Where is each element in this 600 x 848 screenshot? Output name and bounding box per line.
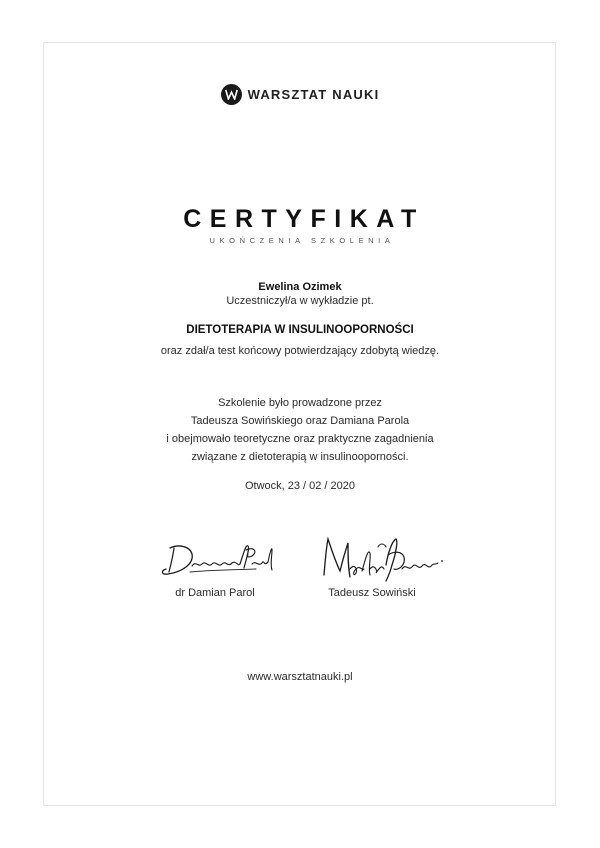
description-line: związane z dietoterapią w insulinooporności. (191, 451, 409, 463)
signature-parol (160, 540, 280, 580)
description-line: Tadeusza Sowińskiego oraz Damiana Parola (190, 415, 410, 427)
signer-name-sowinski: Tadeusz Sowiński (328, 587, 416, 599)
description-line: i obejmowało teoretyczne oraz praktyczne zagadnienia (166, 433, 434, 445)
course-description (0, 394, 600, 466)
description-line: Szkolenie było prowadzone przez (218, 397, 382, 409)
certificate-title: CERTYFIKAT (183, 205, 425, 233)
certificate-subtitle: UKOŃCZENIA SZKOLENIA (209, 236, 395, 245)
signer-name-parol: dr Damian Parol (175, 587, 255, 599)
website-url: www.warsztatnauki.pl (247, 671, 353, 683)
brand-logo-icon (221, 84, 242, 105)
participant-name: Ewelina Ozimek (258, 281, 342, 293)
participation-text: Uczestniczył/a w wykładzie pt. (226, 295, 374, 307)
course-title: DIETOTERAPIA W INSULINOOPORNOŚCI (186, 324, 414, 336)
place-date: Otwock, 23 / 02 / 2020 (244, 480, 356, 492)
brand-header (0, 84, 600, 105)
brand-name: WARSZTAT NAUKI (247, 87, 380, 102)
signature-sowinski (318, 535, 448, 585)
completion-text: oraz zdał/a test końcowy potwierdzający zdobytą wiedzę. (160, 345, 440, 357)
